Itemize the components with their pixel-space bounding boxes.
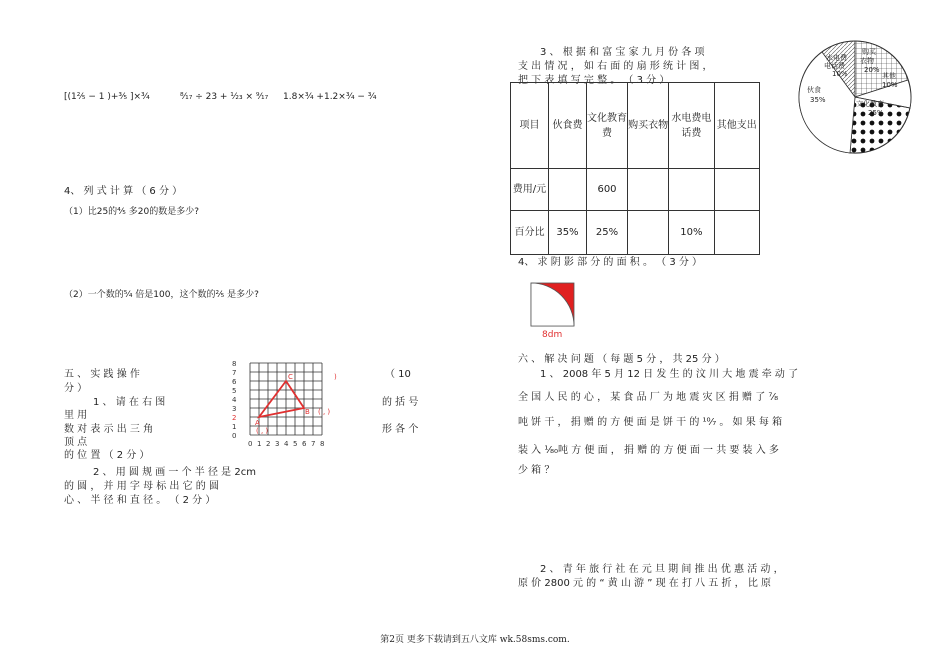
pie-label: 35% bbox=[810, 96, 826, 104]
y-tick: 7 bbox=[232, 369, 237, 377]
q6-1-line2: 全 国 人 民 的 心 ， 某 食 品 厂 为 地 震 灾 区 捐 赠 了 ⁷⁄₈ bbox=[518, 392, 779, 403]
q3-text-line3: 把 下 表 填 写 完 整 。 （ 3 分 ） bbox=[518, 75, 670, 86]
q5-title-score: （ 10 bbox=[385, 369, 411, 380]
pie-label: 衣物 bbox=[860, 57, 874, 65]
q6-1-line1: 1 、 2008 年 5 月 12 日 发 生 的 汶 川 大 地 震 牵 动 了 bbox=[540, 369, 799, 380]
pie-label: 水电费 bbox=[826, 54, 847, 62]
table-header: 购买衣物 bbox=[628, 83, 669, 169]
y-tick: 8 bbox=[232, 360, 237, 368]
table-header: 文化教育费 bbox=[586, 83, 627, 169]
table-cell: 费用/元 bbox=[511, 169, 549, 211]
x-tick: 5 bbox=[293, 440, 298, 448]
table-cell: 25% bbox=[586, 211, 627, 255]
x-tick: 2 bbox=[266, 440, 271, 448]
x-tick: 3 bbox=[275, 440, 280, 448]
q3-text-line1: 3 、 根 据 和 富 宝 家 九 月 份 各 项 bbox=[540, 47, 705, 58]
q6-2-line1: 2 、 青 年 旅 行 社 在 元 旦 期 间 推 出 优 惠 活 动 ， bbox=[540, 564, 784, 575]
expression-1: [(1²⁄₅ − 1 )+³⁄₅ ]×³⁄₄ bbox=[64, 92, 150, 102]
q6-title: 六 、 解 决 问 题 （ 每 题 5 分 ， 共 25 分 ） bbox=[518, 354, 725, 365]
q3-text-line2: 支 出 情 况 ， 如 右 面 的 扇 形 统 计 图 ， bbox=[518, 61, 713, 72]
q5-2-text-c: 心 、 半 径 和 直 径 。 （ 2 分 ） bbox=[64, 495, 216, 506]
q6-2-line2: 原 价 2800 元 的 “ 黄 山 游 ” 现 在 打 八 五 折 ， 比 原 bbox=[518, 578, 772, 589]
shaded-square-figure bbox=[530, 282, 578, 328]
q4-title: 4、 列 式 计 算 （ 6 分 ） bbox=[64, 186, 183, 197]
q5-1-text-f: 顶 点 bbox=[64, 437, 88, 448]
pie-chart bbox=[796, 38, 914, 156]
table-cell: 10% bbox=[669, 211, 714, 255]
pie-label: 购买 bbox=[862, 48, 876, 56]
x-tick: 6 bbox=[302, 440, 307, 448]
q5-1-text-c: 里 用 bbox=[64, 410, 88, 421]
table-cell[interactable] bbox=[548, 169, 586, 211]
coordinate-grid bbox=[228, 358, 363, 453]
pie-label: 10% bbox=[832, 70, 848, 78]
vertex-c-label: C bbox=[288, 373, 293, 381]
q4-2: （2）一个数的⁵⁄₄ 倍是100，这个数的²⁄₅ 是多少? bbox=[64, 290, 259, 300]
q5-1-text-a: 1 、 请 在 右 图 bbox=[93, 397, 166, 408]
page-footer: 第2页 更多下载请到五八文库 wk.58sms.com. bbox=[380, 635, 570, 645]
y-tick: 3 bbox=[232, 405, 237, 413]
pie-label: 其他 bbox=[882, 72, 896, 80]
x-tick: 1 bbox=[257, 440, 262, 448]
table-cell: 600 bbox=[586, 169, 627, 211]
table-cell[interactable] bbox=[714, 211, 759, 255]
y-tick: 4 bbox=[232, 396, 237, 404]
table-header: 水电费电话费 bbox=[669, 83, 714, 169]
expression-3: 1.8×³⁄₄ +1.2×³⁄₄ − ³⁄₄ bbox=[283, 92, 377, 102]
x-tick: 4 bbox=[284, 440, 289, 448]
q6-1-line3: 吨 饼 干 ， 捐 赠 的 方 便 面 是 饼 干 的 ¹⁰⁄₇ 。 如 果 每 箱 bbox=[518, 417, 783, 428]
y-tick: 6 bbox=[232, 378, 237, 386]
table-cell: 35% bbox=[548, 211, 586, 255]
q4-1: （1）比25的⁴⁄₅ 多20的数是多少? bbox=[64, 207, 199, 217]
side-length-label: 8dm bbox=[542, 330, 563, 340]
pie-label: 10% bbox=[882, 81, 898, 89]
table-header: 伙食费 bbox=[548, 83, 586, 169]
bracket-b: ( , ) bbox=[318, 408, 331, 416]
x-tick: 7 bbox=[311, 440, 316, 448]
bracket-a: ( , ) bbox=[256, 427, 269, 435]
table-cell[interactable] bbox=[714, 169, 759, 211]
y-tick: 5 bbox=[232, 387, 237, 395]
pie-label: 25% bbox=[868, 109, 884, 117]
table-cell[interactable] bbox=[669, 169, 714, 211]
expression-2: ⁸⁄₁₇ ÷ 23 + ¹⁄₂₃ × ⁹⁄₁₇ bbox=[180, 92, 269, 102]
table-cell: 百分比 bbox=[511, 211, 549, 255]
y-tick: 2 bbox=[232, 414, 237, 422]
q5-2-text-b: 的 圆 ， 并 用 字 母 标 出 它 的 圆 bbox=[64, 481, 219, 492]
x-tick: 8 bbox=[320, 440, 325, 448]
q5-1-text-g: 的 位 置 （ 2 分 ） bbox=[64, 450, 150, 461]
table-header: 项目 bbox=[511, 83, 549, 169]
expense-table bbox=[510, 82, 760, 255]
q5-1-text-b: 的 括 号 bbox=[382, 397, 419, 408]
x-tick: 0 bbox=[248, 440, 253, 448]
q5-1-text-d: 数 对 表 示 出 三 角 bbox=[64, 424, 154, 435]
bracket-c: ) bbox=[334, 373, 337, 381]
q5-2-text-a: 2 、 用 圆 规 画 一 个 半 径 是 2cm bbox=[93, 467, 256, 478]
pie-label: 伙食 bbox=[807, 86, 821, 94]
vertex-b-label: B bbox=[305, 408, 310, 416]
q5-1-text-e: 形 各 个 bbox=[382, 424, 419, 435]
y-tick: 0 bbox=[232, 432, 237, 440]
q5-title: 五 、 实 践 操 作 bbox=[64, 369, 140, 380]
q6-1-line5: 少 箱 ？ bbox=[518, 465, 555, 476]
pie-label: 20% bbox=[864, 66, 880, 74]
y-tick: 1 bbox=[232, 423, 237, 431]
q5-title-unit: 分 ） bbox=[64, 383, 88, 394]
table-cell[interactable] bbox=[628, 169, 669, 211]
table-header: 其他支出 bbox=[714, 83, 759, 169]
pie-label: 电话费 bbox=[824, 62, 845, 70]
table-cell[interactable] bbox=[628, 211, 669, 255]
q6-1-line4: 装 入 ¹⁄₈₀吨 方 便 面 ， 捐 赠 的 方 便 面 一 共 要 装 入 多 bbox=[518, 445, 779, 456]
pie-label: 文化教育 bbox=[856, 100, 884, 108]
vertex-a-label: A bbox=[255, 419, 260, 427]
q4-area-title: 4、 求 阴 影 部 分 的 面 积 。 （ 3 分 ） bbox=[518, 257, 703, 268]
